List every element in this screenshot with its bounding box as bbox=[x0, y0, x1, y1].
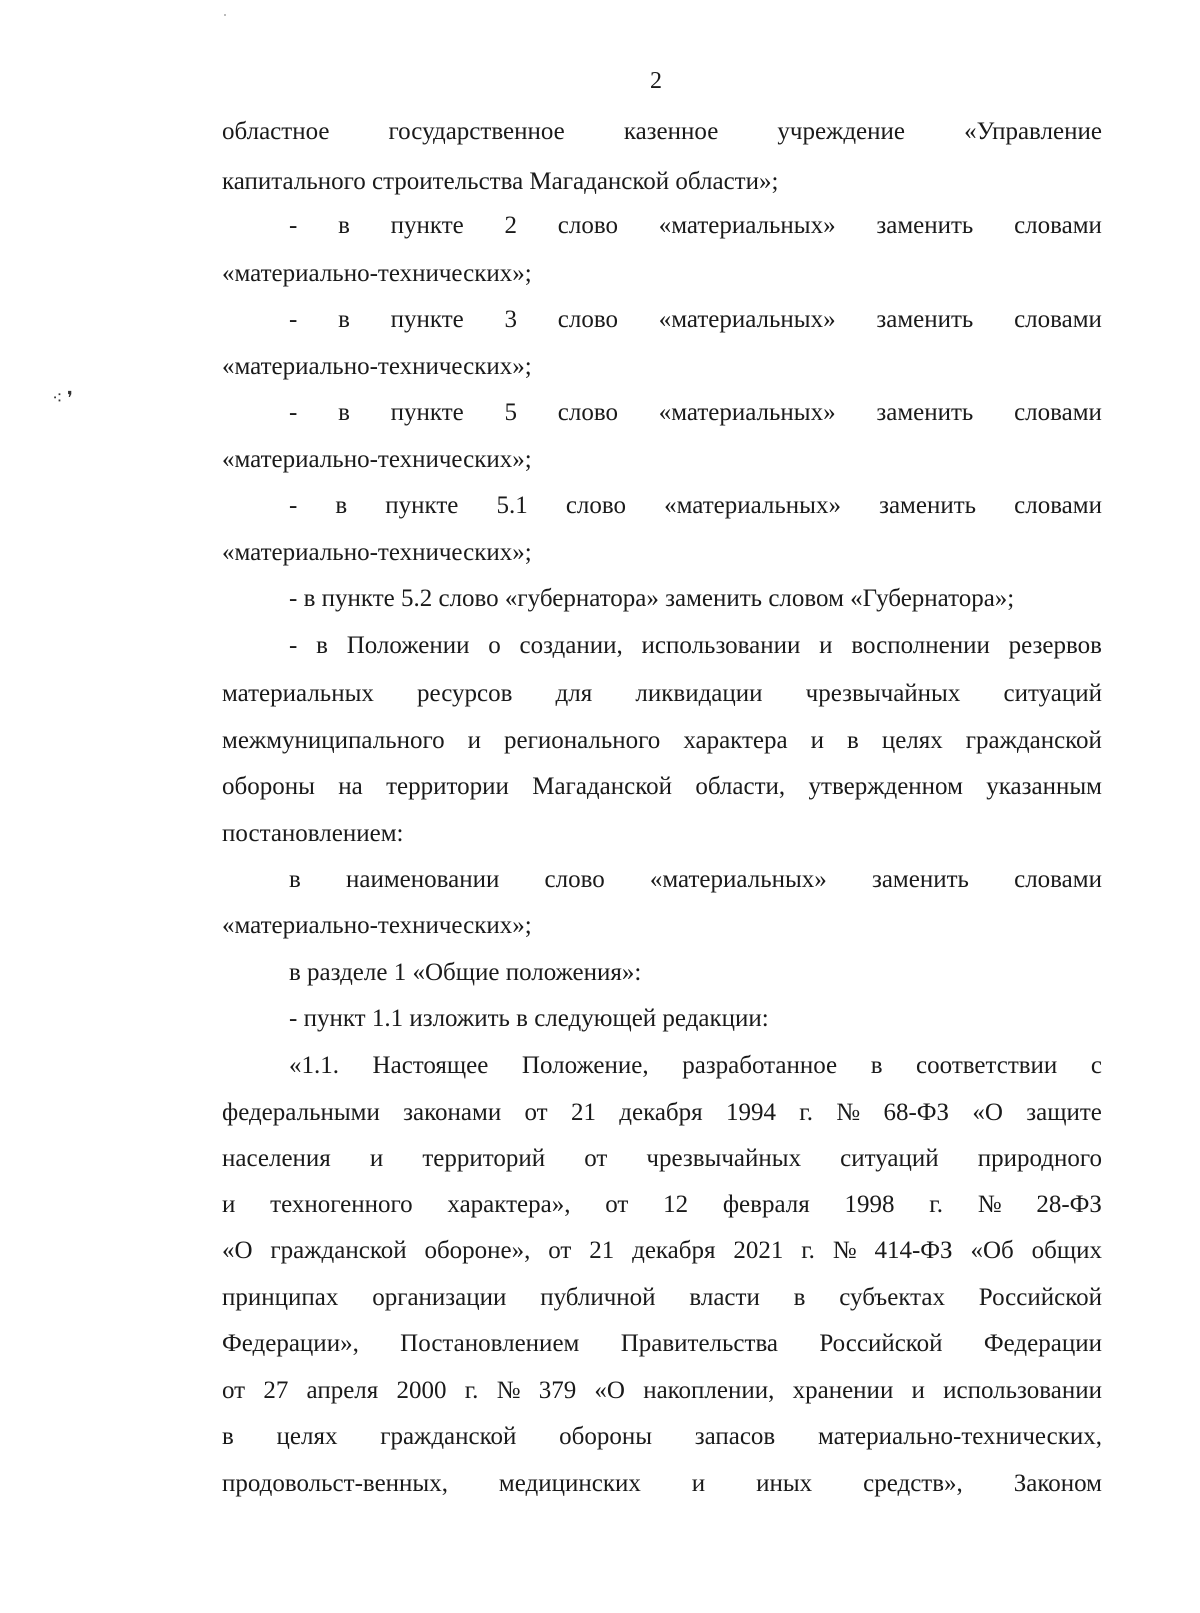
word: ликвидации bbox=[635, 680, 763, 707]
text-line bbox=[289, 399, 1102, 427]
text-line: - в пункте 5.2 слово «губернатора» заменить словом «Губернатора»; bbox=[289, 585, 1015, 612]
text-line bbox=[222, 680, 1102, 708]
text-line bbox=[222, 1191, 1102, 1219]
word: апреля bbox=[306, 1377, 379, 1404]
word: слово bbox=[557, 212, 618, 239]
word: заменить bbox=[876, 399, 974, 426]
word: и bbox=[810, 727, 824, 754]
word: в bbox=[793, 1284, 806, 1311]
word: слово bbox=[565, 492, 627, 519]
word: Магаданской bbox=[532, 773, 672, 800]
text-line bbox=[289, 632, 1102, 660]
word: «материальных» bbox=[658, 306, 836, 333]
word: - bbox=[289, 492, 298, 519]
word: г. bbox=[801, 1237, 815, 1264]
text-line bbox=[289, 866, 1102, 894]
word: от bbox=[605, 1191, 629, 1218]
word: области, bbox=[695, 773, 786, 800]
word: от bbox=[524, 1099, 548, 1126]
word: Положении bbox=[346, 632, 470, 659]
word: от bbox=[222, 1377, 246, 1404]
word: словами bbox=[1014, 306, 1102, 333]
text-line bbox=[222, 1099, 1102, 1127]
word: утвержденном bbox=[808, 773, 963, 800]
word: населения bbox=[222, 1145, 331, 1172]
word: регионального bbox=[504, 727, 661, 754]
text-line: - пункт 1.1 изложить в следующей редакции: bbox=[289, 1005, 769, 1032]
word: государственное bbox=[388, 118, 565, 145]
word: в bbox=[338, 212, 350, 239]
word: декабря bbox=[619, 1099, 703, 1126]
word: слово bbox=[557, 399, 618, 426]
word: чрезвычайных bbox=[646, 1145, 802, 1172]
word: декабря bbox=[632, 1237, 716, 1264]
text-line: «материально-технических»; bbox=[222, 912, 532, 939]
word: словами bbox=[1014, 492, 1102, 519]
text-line: «материально-технических»; bbox=[222, 260, 532, 287]
word: и bbox=[819, 632, 833, 659]
word: словами bbox=[1014, 399, 1102, 426]
word: гражданской bbox=[270, 1237, 407, 1264]
word: 27 bbox=[263, 1377, 289, 1404]
word: в bbox=[847, 727, 859, 754]
word: и bbox=[691, 1470, 706, 1497]
word: организации bbox=[372, 1284, 507, 1311]
word: Российской bbox=[819, 1330, 943, 1357]
word: 1998 bbox=[844, 1191, 895, 1218]
word: слово bbox=[544, 866, 605, 893]
word: в bbox=[338, 399, 350, 426]
word: обороне», bbox=[424, 1237, 531, 1264]
word: слово bbox=[557, 306, 618, 333]
word: 68-ФЗ bbox=[883, 1099, 950, 1126]
word: субъектах bbox=[839, 1284, 945, 1311]
word: словами bbox=[1014, 866, 1102, 893]
word: казенное bbox=[623, 118, 719, 145]
text-line: капитального строительства Магаданской области»; bbox=[222, 168, 779, 195]
text-line: «материально-технических»; bbox=[222, 446, 532, 473]
text-line bbox=[222, 1377, 1102, 1405]
word: 28-ФЗ bbox=[1036, 1191, 1102, 1218]
text-line bbox=[222, 773, 1102, 801]
word: 5.1 bbox=[496, 492, 528, 519]
word: февраля bbox=[722, 1191, 810, 1218]
word: 3 bbox=[504, 306, 517, 333]
word: в bbox=[289, 866, 301, 893]
word: № bbox=[836, 1099, 861, 1126]
word: пункте bbox=[385, 492, 459, 519]
word: словами bbox=[1014, 212, 1102, 239]
text-line bbox=[289, 1052, 1102, 1080]
text-line bbox=[222, 1284, 1102, 1312]
word: в bbox=[335, 492, 348, 519]
word: характера bbox=[683, 727, 788, 754]
word: принципах bbox=[222, 1284, 339, 1311]
word: и bbox=[222, 1191, 236, 1218]
word: целях bbox=[276, 1423, 338, 1450]
text-line bbox=[289, 492, 1102, 520]
word: 379 bbox=[538, 1377, 577, 1404]
word: «материальных» bbox=[658, 399, 836, 426]
word: ресурсов bbox=[417, 680, 513, 707]
word: публичной bbox=[540, 1284, 656, 1311]
word: заменить bbox=[879, 492, 977, 519]
word: «Об bbox=[970, 1237, 1014, 1264]
word: «материальных» bbox=[664, 492, 841, 519]
word: от bbox=[548, 1237, 572, 1264]
word: гражданской bbox=[380, 1423, 517, 1450]
text-line: «материально-технических»; bbox=[222, 539, 532, 566]
word: 21 bbox=[570, 1099, 596, 1126]
word: - bbox=[289, 632, 298, 659]
word: заменить bbox=[871, 866, 969, 893]
text-line bbox=[289, 306, 1102, 334]
word: Постановлением bbox=[400, 1330, 580, 1357]
word: Федерации bbox=[983, 1330, 1102, 1357]
text-line bbox=[222, 1237, 1102, 1265]
word: 2000 bbox=[396, 1377, 447, 1404]
word: заменить bbox=[876, 212, 974, 239]
word: - bbox=[289, 399, 298, 426]
word: ситуаций bbox=[1003, 680, 1102, 707]
word: «О bbox=[222, 1237, 253, 1264]
word: «Управление bbox=[964, 118, 1102, 145]
word: «материальных» bbox=[649, 866, 827, 893]
word: использовании bbox=[943, 1377, 1102, 1404]
word: техногенного bbox=[270, 1191, 413, 1218]
word: г. bbox=[799, 1099, 813, 1126]
scan-dot bbox=[224, 14, 226, 16]
word: территории bbox=[386, 773, 509, 800]
text-line bbox=[222, 1145, 1102, 1173]
word: - bbox=[289, 306, 298, 333]
word: Федерации», bbox=[222, 1330, 359, 1357]
page-number: 2 bbox=[650, 68, 662, 94]
word: материально-технических, bbox=[817, 1423, 1102, 1450]
word: 21 bbox=[589, 1237, 615, 1264]
word: 5 bbox=[504, 399, 517, 426]
word: и bbox=[911, 1377, 925, 1404]
word: заменить bbox=[876, 306, 974, 333]
word: разработанное bbox=[682, 1052, 838, 1079]
word: соответствии bbox=[916, 1052, 1058, 1079]
word: «О bbox=[972, 1099, 1003, 1126]
word: в bbox=[870, 1052, 883, 1079]
word: чрезвычайных bbox=[805, 680, 961, 707]
word: медицинских bbox=[498, 1470, 641, 1497]
word: № bbox=[832, 1237, 857, 1264]
word: для bbox=[555, 680, 593, 707]
word: 12 bbox=[663, 1191, 689, 1218]
word: - bbox=[289, 212, 298, 239]
word: учреждение bbox=[777, 118, 905, 145]
scan-artifact-mark: ⁖ ❜ bbox=[52, 388, 73, 408]
word: пункте bbox=[390, 399, 464, 426]
word: гражданской bbox=[965, 727, 1102, 754]
text-line bbox=[222, 727, 1102, 755]
text-line: постановлением: bbox=[222, 820, 404, 847]
text-line bbox=[222, 1470, 1102, 1498]
word: обороны bbox=[559, 1423, 652, 1450]
word: Настоящее bbox=[372, 1052, 489, 1079]
word: № bbox=[496, 1377, 521, 1404]
word: защите bbox=[1026, 1099, 1102, 1126]
word: целях bbox=[881, 727, 943, 754]
word: Правительства bbox=[620, 1330, 779, 1357]
word: «1.1. bbox=[289, 1052, 339, 1079]
word: обороны bbox=[222, 773, 315, 800]
word: общих bbox=[1031, 1237, 1102, 1264]
word: и bbox=[467, 727, 481, 754]
word: г. bbox=[929, 1191, 943, 1218]
word: областное bbox=[222, 118, 330, 145]
word: характера», bbox=[447, 1191, 571, 1218]
word: № bbox=[977, 1191, 1002, 1218]
word: межмуниципального bbox=[222, 727, 445, 754]
word: в bbox=[316, 632, 328, 659]
word: о bbox=[488, 632, 501, 659]
word: пункте bbox=[390, 212, 464, 239]
word: создании, bbox=[519, 632, 623, 659]
word: Положение, bbox=[521, 1052, 649, 1079]
word: власти bbox=[689, 1284, 760, 1311]
word: запасов bbox=[694, 1423, 776, 1450]
word: 2021 bbox=[733, 1237, 784, 1264]
word: средств», bbox=[863, 1470, 963, 1497]
word: пункте bbox=[390, 306, 464, 333]
text-line bbox=[222, 118, 1102, 146]
word: г. bbox=[464, 1377, 479, 1404]
word: резервов bbox=[1008, 632, 1102, 659]
word: в bbox=[338, 306, 350, 333]
word: иных bbox=[756, 1470, 813, 1497]
word: Законом bbox=[1013, 1470, 1102, 1497]
text-line bbox=[222, 1330, 1102, 1358]
word: 2 bbox=[504, 212, 517, 239]
word: и bbox=[369, 1145, 384, 1172]
word: «О bbox=[594, 1377, 625, 1404]
word: хранении bbox=[792, 1377, 894, 1404]
word: в bbox=[222, 1423, 234, 1450]
word: продовольст-венных, bbox=[222, 1470, 448, 1497]
word: «материальных» bbox=[658, 212, 836, 239]
text-line bbox=[222, 1423, 1102, 1451]
word: ситуаций bbox=[840, 1145, 939, 1172]
text-line bbox=[289, 212, 1102, 240]
word: Российской bbox=[978, 1284, 1102, 1311]
word: на bbox=[338, 773, 363, 800]
word: 414-ФЗ bbox=[874, 1237, 953, 1264]
word: федеральными bbox=[222, 1099, 380, 1126]
word: законами bbox=[403, 1099, 502, 1126]
word: накоплении, bbox=[643, 1377, 775, 1404]
word: с bbox=[1090, 1052, 1102, 1079]
text-line: «материально-технических»; bbox=[222, 353, 532, 380]
word: территорий bbox=[422, 1145, 546, 1172]
word: восполнении bbox=[851, 632, 990, 659]
word: использовании bbox=[641, 632, 801, 659]
text-line: в разделе 1 «Общие положения»: bbox=[289, 959, 642, 986]
word: 1994 bbox=[725, 1099, 776, 1126]
word: природного bbox=[977, 1145, 1102, 1172]
word: от bbox=[584, 1145, 608, 1172]
word: материальных bbox=[222, 680, 374, 707]
word: указанным bbox=[986, 773, 1102, 800]
word: наименовании bbox=[345, 866, 500, 893]
